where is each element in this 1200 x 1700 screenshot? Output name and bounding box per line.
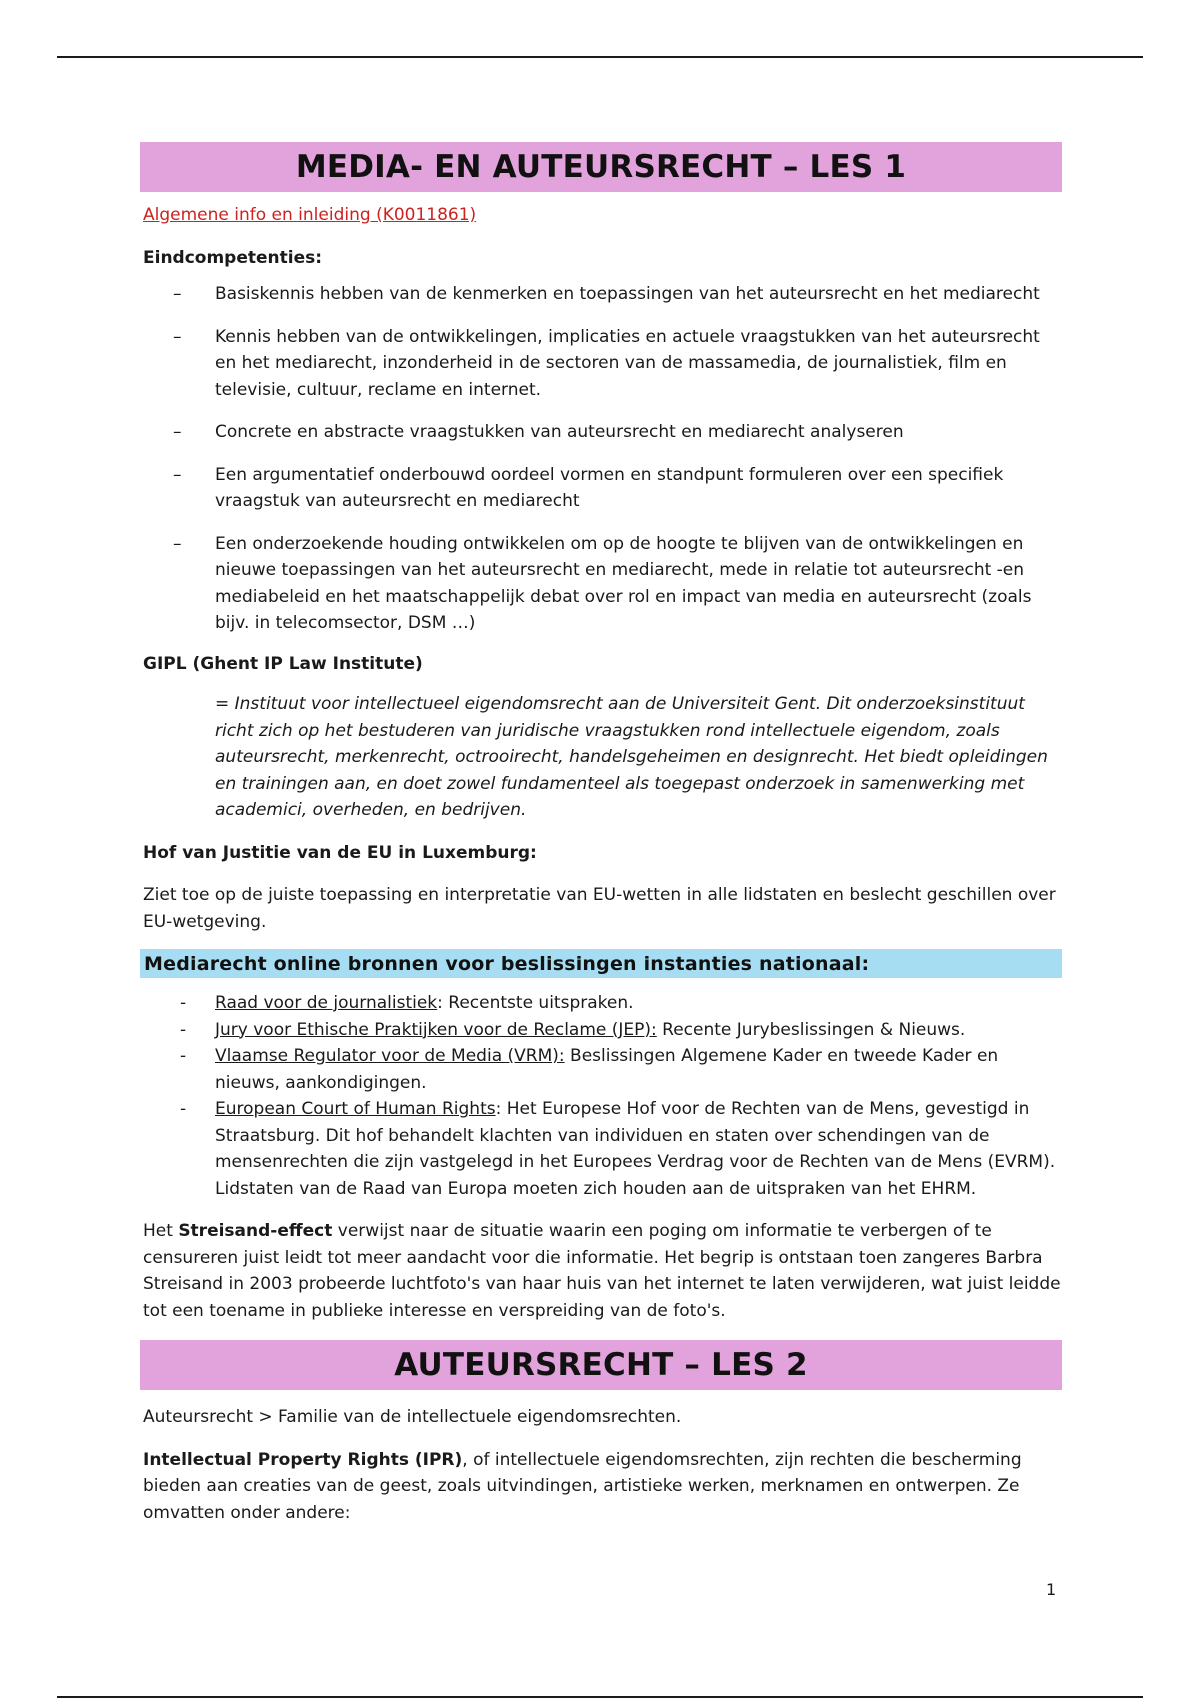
gipl-heading: GIPL (Ghent IP Law Institute) bbox=[143, 653, 423, 674]
bron-link[interactable]: Vlaamse Regulator voor de Media (VRM): bbox=[215, 1046, 565, 1066]
list-item: - Raad voor de journalistiek: Recentste uitspraken. bbox=[180, 993, 634, 1013]
list-item: – Kennis hebben van de ontwikkelingen, implicaties en actuele vraagstukken van het auteursrecht en het mediarecht, inzonderheid in de sectoren van de massamedia, de journalistiek, film en televisie, cultuur, reclame en internet. bbox=[173, 326, 1040, 400]
bronnen-list bbox=[140, 990, 1062, 1202]
hof-heading: Hof van Justitie van de EU in Luxemburg: bbox=[143, 842, 537, 863]
list-item: – Basiskennis hebben van de kenmerken en toepassingen van het auteursrecht en het mediarecht bbox=[173, 284, 1040, 304]
page-number: 1 bbox=[1046, 1580, 1057, 1599]
intro-link[interactable]: Algemene info en inleiding (K0011861) bbox=[143, 205, 477, 225]
list-item: - Jury voor Ethische Praktijken voor de Reclame (JEP): Recente Jurybeslissingen & Nieuws. bbox=[180, 1019, 966, 1040]
list-item: - European Court of Human Rights: Het Europese Hof voor de Rechten van de Mens, gevestigd in Straatsburg. Dit hof behandelt klachten van individuen en staten over schendingen van de mensenrechten die zijn vastgelegd in het Europees Verdrag voor de Rechten van de Mens (EVRM). Lidstaten van de Raad van Europa moeten zich houden aan de uitspraken van het EHRM. bbox=[180, 1099, 1056, 1199]
competenties-list bbox=[140, 281, 1062, 637]
footer-rule bbox=[57, 1696, 1143, 1698]
list-item: - Vlaamse Regulator voor de Media (VRM): Beslissingen Algemene Kader en tweede Kader en nieuws, aankondigingen. bbox=[180, 1046, 999, 1093]
list-item: – Een onderzoekende houding ontwikkelen om op de hoogte te blijven van de ontwikkelingen en nieuwe toepassingen van het auteursrecht en mediarecht, mede in relatie tot auteursrecht -en mediabeleid en het maatschappelijk debat over rol en impact van media en auteursrecht (zoals bijv. in telecomsector, DSM …) bbox=[173, 533, 1032, 633]
list-item: – Concrete en abstracte vraagstukken van auteursrecht en mediarecht analyseren bbox=[173, 422, 904, 442]
hof-text: Ziet toe op de juiste toepassing en interpretatie van EU-wetten in alle lidstaten en beslecht geschillen over EU-wetgeving. bbox=[143, 885, 1056, 932]
list-item: – Een argumentatief onderbouwd oordeel vormen en standpunt formuleren over een specifiek vraagstuk van auteursrecht en mediarecht bbox=[173, 464, 1004, 511]
header-rule bbox=[57, 56, 1143, 58]
mediarecht-heading: Mediarecht online bronnen voor beslissingen instanties nationaal: bbox=[140, 949, 1062, 978]
document-body bbox=[140, 142, 1062, 1526]
familie-text: Auteursrecht > Familie van de intellectuele eigendomsrechten. bbox=[143, 1407, 682, 1427]
streisand-paragraph: Het Streisand-effect verwijst naar de situatie waarin een poging om informatie te verbergen of te censureren juist leidt tot meer aandacht voor die informatie. Het begrip is ontstaan toen zangeres Barbra Streisand in 2003 probeerde luchtfoto's van haar huis van het internet te laten verwijderen, wat juist leidde tot een toename in publieke interesse en verspreiding van de foto's. bbox=[143, 1221, 1061, 1321]
bron-link[interactable]: Raad voor de journalistiek bbox=[215, 993, 438, 1013]
gipl-definition: = Instituut voor intellectueel eigendomsrecht aan de Universiteit Gent. Dit onderzoeksinstituut richt zich op het bestuderen van juridische vraagstukken rond intellectuele eigendom, zoals auteursrecht, merkenrecht, octrooirecht, handelsgeheimen en designrecht. Het biedt opleidingen en trainingen aan, en doet zowel fundamenteel als toegepast onderzoek in samenwerking met academici, overheden, en bedrijven. bbox=[215, 694, 1048, 820]
les1-title: MEDIA- EN AUTEURSRECHT – LES 1 bbox=[140, 142, 1062, 192]
bron-link[interactable]: European Court of Human Rights bbox=[215, 1099, 496, 1119]
ipr-paragraph: Intellectual Property Rights (IPR), of intellectuele eigendomsrechten, zijn rechten die bescherming bieden aan creaties van de geest, zoals uitvindingen, artistieke werken, merknamen en ontwerpen. Ze omvatten onder andere: bbox=[143, 1449, 1022, 1523]
les2-title: AUTEURSRECHT – LES 2 bbox=[140, 1340, 1062, 1390]
eindcompetenties-heading: Eindcompetenties: bbox=[143, 247, 323, 268]
bron-link[interactable]: Jury voor Ethische Praktijken voor de Reclame (JEP): bbox=[215, 1019, 657, 1040]
